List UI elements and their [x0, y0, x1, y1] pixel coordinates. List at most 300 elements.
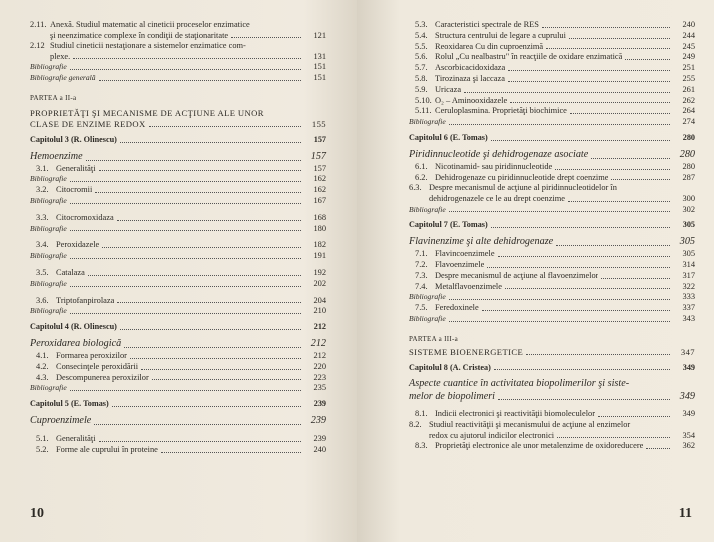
- page-number: 180: [313, 223, 326, 233]
- toc-entry: [409, 303, 695, 314]
- leader-dots: [464, 92, 670, 93]
- chapter-heading: [409, 363, 695, 374]
- page-number: 155: [311, 118, 326, 129]
- entry-number: 5.6.: [415, 52, 428, 62]
- entry-title: Flavoenzimele: [435, 259, 485, 269]
- entry-number: 6.2.: [415, 172, 428, 182]
- entry-line-text: şi neenzimatice complexe în condiţii de staţionaritate: [50, 30, 229, 40]
- part-3-label: PARTEA a III-a: [409, 334, 459, 343]
- left-toc-block-2: [30, 135, 326, 456]
- leader-dots: [149, 126, 301, 127]
- entry-number: 3.2.: [36, 185, 49, 195]
- bibliography-entry: [30, 174, 326, 185]
- entry-number: 4.1.: [36, 350, 49, 360]
- entry-title: Capitolul 3 (R. Olinescu): [30, 134, 117, 144]
- toc-entry: [30, 351, 326, 362]
- page-number: 305: [682, 249, 695, 259]
- page-number: 337: [682, 303, 695, 313]
- page-number: 343: [682, 313, 695, 323]
- entry-number: 7.3.: [415, 270, 428, 280]
- leader-dots: [498, 399, 670, 400]
- toc-entry: [30, 268, 326, 279]
- toc-entry: [409, 162, 695, 173]
- leader-dots: [70, 69, 301, 70]
- page-number: 349: [682, 362, 695, 372]
- leader-dots: [88, 275, 301, 276]
- toc-entry: [409, 96, 695, 107]
- page-number: 157: [310, 150, 326, 162]
- toc-entry: [409, 63, 695, 74]
- entry-line: [50, 52, 326, 63]
- entry-title: Bibliografie: [30, 383, 67, 393]
- entry-line: [429, 194, 695, 205]
- leader-dots: [526, 354, 670, 355]
- leader-dots: [99, 441, 301, 442]
- entry-title: Generalităţi: [56, 433, 96, 443]
- entry-title: Bibliografie: [30, 223, 67, 233]
- page-number: 212: [310, 337, 326, 349]
- entry-number: 5.4.: [415, 30, 428, 40]
- leader-dots: [70, 258, 301, 259]
- chapter-heading: [30, 399, 326, 410]
- entry-number: 5.10.: [415, 95, 432, 105]
- toc-section-title: [409, 377, 695, 403]
- page-number: 157: [313, 163, 326, 173]
- entry-title: Triptofanpirolaza: [56, 295, 115, 305]
- leader-dots: [449, 299, 670, 300]
- leader-dots: [152, 379, 301, 380]
- entry-title: Bibliografie: [409, 292, 446, 302]
- chapter-heading: [30, 322, 326, 333]
- page-number: 239: [310, 414, 326, 426]
- page-number: 264: [682, 106, 695, 116]
- part-2-label: PARTEA a II-a: [30, 93, 77, 102]
- page-number: 322: [682, 281, 695, 291]
- entry-title: Uricaza: [435, 84, 462, 94]
- entry-title: Rolul „Cu nealbastru" în reacţiile de oxidare enzimatică: [435, 52, 623, 62]
- leader-dots: [449, 124, 670, 125]
- entry-title: Consecinţele peroxidării: [56, 361, 139, 371]
- entry-title: Ceruloplasmina. Proprietăţi biochimice: [435, 106, 567, 116]
- leader-dots: [570, 113, 670, 114]
- page-number: 280: [682, 132, 695, 142]
- page-number: 280: [682, 161, 695, 171]
- entry-line: Aspecte cuantice în activitatea biopolimerilor şi siste-: [409, 378, 630, 390]
- entry-title: Capitolul 5 (E. Tomas): [30, 399, 109, 409]
- page-number: 162: [313, 185, 326, 195]
- toc-section-title: [30, 414, 326, 428]
- page-number: 317: [682, 270, 695, 280]
- entry-number: 5.9.: [415, 84, 428, 94]
- entry-title: Formarea peroxizilor: [56, 350, 127, 360]
- page-number: 157: [313, 134, 326, 144]
- entry-title: Tirozinaza şi laccaza: [435, 73, 505, 83]
- toc-entry: [30, 434, 326, 445]
- folio-right: 11: [678, 506, 692, 521]
- toc-section-title: [30, 337, 326, 351]
- page-number: 287: [682, 172, 695, 182]
- page-number: 249: [682, 52, 695, 62]
- leader-dots: [491, 140, 670, 141]
- entry-number: 4.3.: [36, 372, 49, 382]
- entry-title: Feredoxinele: [435, 303, 479, 313]
- right-page: [357, 0, 714, 542]
- leader-dots: [86, 160, 301, 161]
- leader-dots: [130, 358, 301, 359]
- page-number: 210: [313, 306, 326, 316]
- entry-number: 8.2.: [409, 420, 422, 430]
- entry-number: 7.1.: [415, 249, 428, 259]
- toc-entry: [409, 31, 695, 42]
- entry-title: Bibliografie: [30, 195, 67, 205]
- toc-entry: [30, 296, 326, 307]
- part-2-title-line-2: [30, 119, 326, 130]
- page-number: 202: [313, 278, 326, 288]
- part-title-text: SISTEME BIOENERGETICE: [409, 346, 524, 357]
- leader-dots: [601, 278, 670, 279]
- leader-dots: [449, 321, 670, 322]
- leader-dots: [124, 347, 301, 348]
- entry-title: Metalflavoenzimele: [435, 281, 502, 291]
- entry-title: Citocromii: [56, 185, 93, 195]
- entry-title: Bibliografie: [409, 204, 446, 214]
- leader-dots: [494, 369, 670, 370]
- page-number: 168: [313, 212, 326, 222]
- toc-entry: [30, 445, 326, 456]
- toc-section-title: [30, 150, 326, 164]
- leader-dots: [487, 267, 670, 268]
- leader-dots: [508, 81, 670, 82]
- chapter-heading: [409, 220, 695, 231]
- page-number: 182: [313, 240, 326, 250]
- entry-title: Flavinenzime şi alte dehidrogenaze: [409, 236, 554, 248]
- page-number: 245: [682, 41, 695, 51]
- page-number: 151: [313, 73, 326, 83]
- entry-number: 7.2.: [415, 259, 428, 269]
- entry-number: 6.3.: [409, 183, 422, 193]
- right-toc-block-2: [409, 363, 695, 453]
- page-number: 362: [682, 441, 695, 451]
- entry-title: Bibliografie: [30, 62, 67, 72]
- entry-number: 3.4.: [36, 240, 49, 250]
- folio-left: 10: [30, 506, 44, 521]
- leader-dots: [510, 102, 670, 103]
- leader-dots: [598, 416, 670, 417]
- leader-dots: [568, 201, 670, 202]
- bibliography-entry: [30, 224, 326, 235]
- entry-body: [409, 377, 695, 403]
- page-number: 314: [682, 259, 695, 269]
- entry-line-text: plexe.: [50, 51, 71, 61]
- entry-body: [50, 20, 326, 41]
- page-number: 261: [682, 84, 695, 94]
- page-number: 212: [313, 322, 326, 332]
- leader-dots: [70, 286, 301, 287]
- entry-line: Despre mecanismul de acţiune al piridinnucleotidelor în: [429, 183, 617, 193]
- entry-title: Bibliografie: [30, 251, 67, 261]
- entry-title: Proprietăţi electronice ale unor metalenzime de oxidoreducere: [435, 441, 644, 451]
- toc-entry: [30, 240, 326, 251]
- page-number: 262: [682, 95, 695, 105]
- toc-entry: [30, 41, 326, 62]
- page-number: 255: [682, 73, 695, 83]
- page-number: 204: [313, 295, 326, 305]
- part-title-text: CLASE DE ENZIME REDOX: [30, 118, 146, 129]
- toc-entry: [30, 213, 326, 224]
- leader-dots: [120, 329, 301, 330]
- leader-dots: [94, 424, 301, 425]
- entry-title: Bibliografie: [30, 278, 67, 288]
- entry-title: Capitolul 7 (E. Tomas): [409, 220, 488, 230]
- leader-dots: [546, 48, 670, 49]
- toc-entry: [409, 85, 695, 96]
- part-3-title: [409, 347, 695, 358]
- toc-entry: [30, 362, 326, 373]
- leader-dots: [99, 80, 301, 81]
- leader-dots: [70, 230, 301, 231]
- bibliography-entry: [30, 279, 326, 290]
- bibliography-entry: [30, 196, 326, 207]
- page-number: 354: [682, 430, 695, 440]
- entry-number: 3.1.: [36, 163, 49, 173]
- entry-title: Reoxidarea Cu din cuproenzimă: [435, 41, 544, 51]
- entry-number: 5.2.: [36, 444, 49, 454]
- entry-number: 5.7.: [415, 63, 428, 73]
- entry-number: 4.2.: [36, 361, 49, 371]
- entry-number: 2.12: [30, 41, 45, 51]
- leader-dots: [102, 247, 301, 248]
- bibliography-entry: [30, 383, 326, 394]
- page-number: 302: [682, 204, 695, 214]
- page-number: 240: [682, 20, 695, 29]
- toc-entry: [409, 183, 695, 204]
- leader-dots: [70, 181, 301, 182]
- leader-dots: [95, 192, 301, 193]
- entry-number: 3.6.: [36, 295, 49, 305]
- entry-title: Citocromoxidaza: [56, 212, 114, 222]
- page-number: 239: [313, 399, 326, 409]
- entry-title: Nicotinamid- sau piridinnucleotide: [435, 161, 553, 171]
- entry-number: 7.5.: [415, 303, 428, 313]
- toc-entry: [409, 271, 695, 282]
- entry-title: Piridinnucleotide şi dehidrogenaze asociate: [409, 148, 589, 160]
- entry-line: Studiul cineticii nestaţionare a sistemelor enzimatice com-: [50, 41, 246, 51]
- leader-dots: [112, 406, 301, 407]
- leader-dots: [498, 256, 670, 257]
- entry-title: Dehidrogenaze cu piridinnucleotide drept coenzime: [435, 172, 609, 182]
- entry-title: Catalaza: [56, 267, 85, 277]
- page-number: 235: [313, 383, 326, 393]
- toc-entry: [409, 74, 695, 85]
- leader-dots: [70, 390, 301, 391]
- entry-title: Flavincoenzimele: [435, 249, 495, 259]
- entry-number: 5.8.: [415, 73, 428, 83]
- left-toc-block-1: [30, 20, 326, 84]
- page-number: 151: [313, 62, 326, 72]
- bibliography-entry: [30, 62, 326, 73]
- entry-title: Capitolul 4 (R. Olinescu): [30, 322, 117, 332]
- leader-dots: [141, 369, 301, 370]
- toc-entry: [409, 249, 695, 260]
- entry-body: [429, 420, 695, 441]
- entry-number: 8.1.: [415, 409, 428, 419]
- entry-line: [50, 31, 326, 42]
- entry-title: Ascorbicacidoxidaza: [435, 63, 506, 73]
- leader-dots: [569, 38, 670, 39]
- page-number: 162: [313, 174, 326, 184]
- page-number: 167: [313, 195, 326, 205]
- page-number: 347: [680, 346, 695, 357]
- entry-title: Generalităţi: [56, 163, 96, 173]
- entry-number: 8.3.: [415, 441, 428, 451]
- entry-number: 3.3.: [36, 212, 49, 222]
- page-number: 191: [313, 251, 326, 261]
- page-number: 274: [682, 117, 695, 127]
- leader-dots: [117, 220, 301, 221]
- leader-dots: [555, 169, 670, 170]
- entry-title: Structura centrului de legare a cuprului: [435, 30, 566, 40]
- entry-title: O₂ ‒ Aminooxidazele: [435, 95, 508, 105]
- left-toc: [30, 20, 326, 456]
- page-number: 240: [313, 444, 326, 454]
- entry-number: 5.11.: [415, 106, 432, 116]
- entry-title: Despre mecanismul de acţiune al flavoenzimelor: [435, 270, 599, 280]
- chapter-heading: [30, 135, 326, 146]
- entry-title: Capitolul 8 (A. Cristea): [409, 362, 491, 372]
- right-toc-block-1: [409, 20, 695, 325]
- toc-entry: [409, 420, 695, 441]
- entry-line-text: dehidrogenazele ce le au drept coenzime: [429, 193, 566, 203]
- toc-section-title: [409, 235, 695, 249]
- entry-line: [409, 390, 695, 403]
- leader-dots: [556, 245, 670, 246]
- entry-title: Bibliografie: [409, 313, 446, 323]
- page-number: 280: [679, 148, 695, 160]
- entry-title: Caracteristici spectrale de RES: [435, 20, 539, 29]
- page-number: 349: [682, 409, 695, 419]
- bibliography-entry: [409, 314, 695, 325]
- leader-dots: [505, 288, 670, 289]
- leader-dots: [557, 437, 670, 438]
- entry-title: Bibliografie generală: [30, 73, 96, 83]
- leader-dots: [73, 58, 301, 59]
- entry-line-text: redox cu ajutorul indicilor electronici: [429, 430, 555, 440]
- bibliography-entry: [30, 306, 326, 317]
- part-2-title-line-1: PROPRIETĂŢI ŞI MECANISME DE ACŢIUNE ALE UNOR: [30, 107, 264, 118]
- bibliography-entry: [409, 117, 695, 128]
- entry-line: [429, 431, 695, 442]
- toc-entry: [409, 260, 695, 271]
- toc-entry: [409, 42, 695, 53]
- right-toc: [409, 20, 695, 452]
- entry-body: [50, 41, 326, 62]
- leader-dots: [591, 158, 670, 159]
- page-number: 305: [679, 236, 695, 248]
- entry-line: Anexă. Studiul matematic al cineticii proceselor enzimatice: [50, 20, 250, 29]
- toc-section-title: [409, 148, 695, 162]
- entry-title: Bibliografie: [30, 174, 67, 184]
- entry-title: Bibliografie: [30, 306, 67, 316]
- entry-title: Cuproenzimele: [30, 414, 92, 426]
- entry-number: 5.5.: [415, 41, 428, 51]
- leader-dots: [70, 313, 301, 314]
- page-number: 333: [682, 292, 695, 302]
- entry-title: Descompunerea peroxizilor: [56, 372, 149, 382]
- leader-dots: [542, 27, 670, 28]
- page-number: 192: [313, 267, 326, 277]
- entry-title: Hemoenzime: [30, 150, 83, 162]
- leader-dots: [99, 170, 301, 171]
- toc-entry: [409, 441, 695, 452]
- page-number: 349: [679, 391, 695, 403]
- entry-number: 5.3.: [415, 20, 428, 29]
- leader-dots: [646, 448, 670, 449]
- toc-entry: [409, 106, 695, 117]
- toc-entry: [409, 52, 695, 63]
- toc-entry: [409, 282, 695, 293]
- leader-dots: [70, 203, 301, 204]
- toc-entry: [409, 20, 695, 31]
- entry-number: 2.11.: [30, 20, 47, 29]
- page-number: 244: [682, 30, 695, 40]
- bibliography-entry: [409, 205, 695, 216]
- entry-title: Peroxidarea biologică: [30, 337, 122, 349]
- toc-entry: [409, 173, 695, 184]
- page-number: 251: [682, 63, 695, 73]
- page-number: 212: [313, 350, 326, 360]
- entry-number: 6.1.: [415, 161, 428, 171]
- page-number: 131: [313, 51, 326, 61]
- leader-dots: [625, 59, 670, 60]
- leader-dots: [611, 179, 670, 180]
- toc-entry: [30, 20, 326, 41]
- leader-dots: [508, 70, 670, 71]
- toc-entry: [30, 373, 326, 384]
- entry-number: 5.1.: [36, 433, 49, 443]
- leader-dots: [449, 211, 670, 212]
- entry-line-text: melor de biopolimeri: [409, 391, 496, 403]
- page-number: 220: [313, 361, 326, 371]
- page-number: 223: [313, 372, 326, 382]
- toc-entry: [409, 409, 695, 420]
- entry-title: Peroxidazele: [56, 240, 100, 250]
- entry-title: Bibliografie: [409, 117, 446, 127]
- toc-entry: [30, 185, 326, 196]
- leader-dots: [231, 37, 301, 38]
- leader-dots: [161, 452, 301, 453]
- page-number: 121: [313, 30, 326, 40]
- entry-number: 3.5.: [36, 267, 49, 277]
- bibliography-entry: [30, 251, 326, 262]
- entry-body: [429, 183, 695, 204]
- entry-title: Indicii electronici şi reactivităţii biomoleculelor: [435, 409, 595, 419]
- bibliography-entry: [409, 292, 695, 303]
- page-number: 305: [682, 220, 695, 230]
- leader-dots: [120, 142, 301, 143]
- page-number: 300: [682, 193, 695, 203]
- page-number: 239: [313, 433, 326, 443]
- entry-title: Capitolul 6 (E. Tomas): [409, 132, 488, 142]
- bibliography-entry: [30, 73, 326, 84]
- entry-title: Forme ale cuprului în proteine: [56, 444, 158, 454]
- leader-dots: [117, 302, 301, 303]
- chapter-heading: [409, 133, 695, 144]
- leader-dots: [491, 227, 670, 228]
- toc-entry: [30, 164, 326, 175]
- leader-dots: [482, 310, 670, 311]
- entry-number: 7.4.: [415, 281, 428, 291]
- entry-line: Studiul reactivităţii şi mecanismului de acţiune al enzimelor: [429, 420, 631, 430]
